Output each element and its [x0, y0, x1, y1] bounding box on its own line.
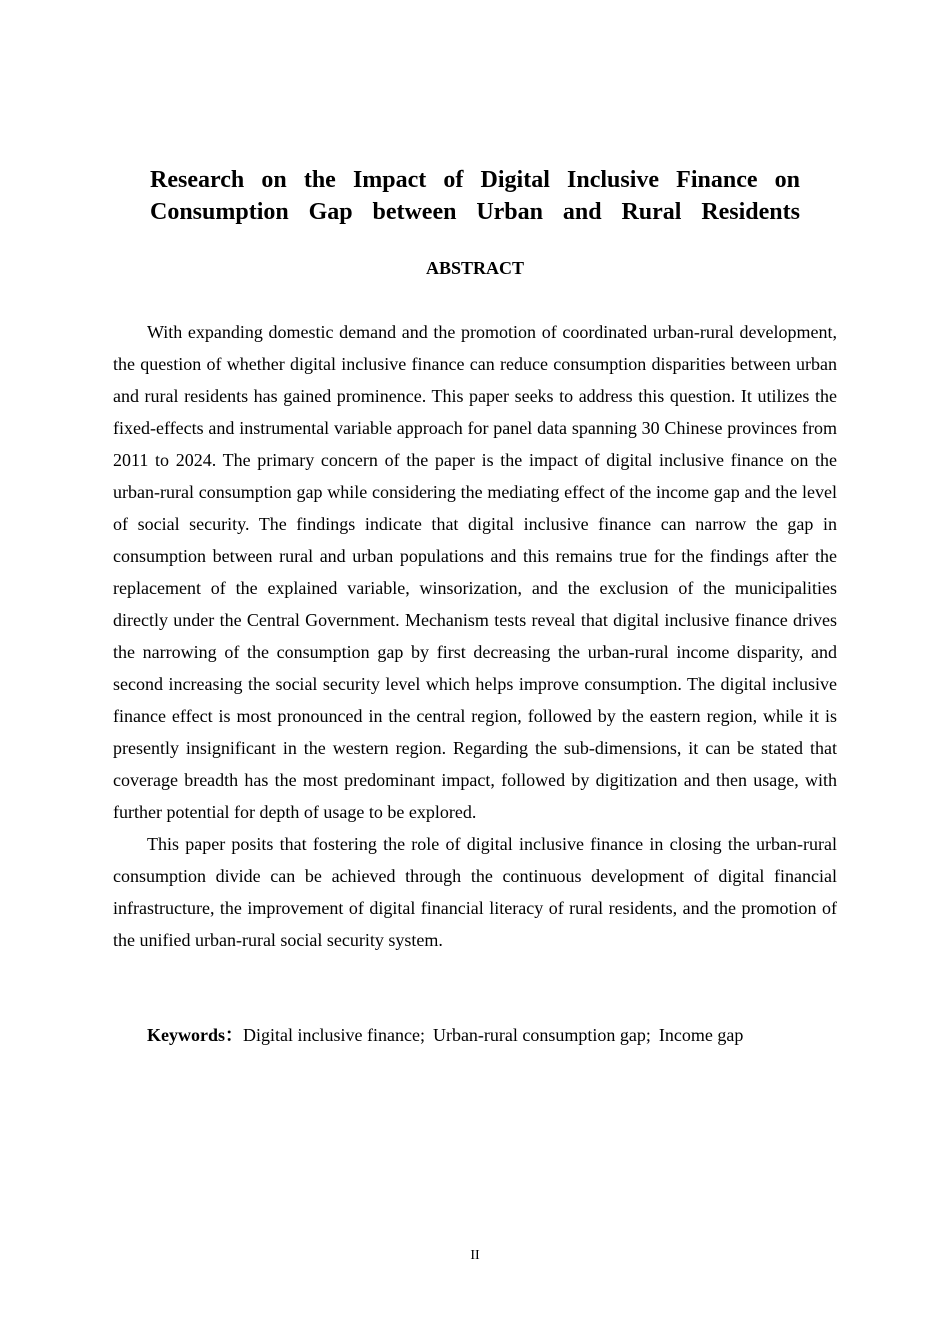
abstract-body	[113, 316, 837, 956]
paper-title-line-2: Consumption Gap between Urban and Rural Residents	[150, 199, 800, 225]
keyword-item: Income gap	[658, 1025, 744, 1045]
keyword-item: Urban-rural consumption gap;	[432, 1025, 651, 1045]
page-number: II	[470, 1248, 480, 1263]
abstract-paragraph-1: With expanding domestic demand and the promotion of coordinated urban-rural development, the question of whether digital inclusive finance can reduce consumption disparities between urban and rural residents has gained prominence. This paper seeks to address this question. It utilizes the fixed-effects and instrumental variable approach for panel data spanning 30 Chinese provinces from 2011 to 2024. The primary concern of the paper is the impact of digital inclusive finance on the urban-rural consumption gap while considering the mediating effect of the income gap and the level of social security. The findings indicate that digital inclusive finance can narrow the gap in consumption between rural and urban populations and this remains true for the findings after the replacement of the explained variable, winsorization, and the exclusion of the municipalities directly under the Central Government. Mechanism tests reveal that digital inclusive finance drives the narrowing of the consumption gap by first decreasing the urban-rural income disparity, and second increasing the social security level which helps improve consumption. The digital inclusive finance effect is most pronounced in the central region, followed by the eastern region, while it is presently insignificant in the western region. Regarding the sub-dimensions, it can be stated that coverage breadth has the most predominant impact, followed by digitization and then usage, with further potential for depth of usage to be explored.	[113, 322, 837, 822]
keywords-label: Keywords：	[147, 1025, 243, 1045]
keywords-line	[147, 1019, 847, 1051]
paper-title	[150, 164, 800, 228]
keyword-item: Digital inclusive finance;	[243, 1025, 425, 1045]
abstract-paragraph-2: This paper posits that fostering the role of digital inclusive finance in closing the urban-rural consumption divide can be achieved through the continuous development of digital financial infrastructure, the improvement of digital financial literacy of rural residents, and the promotion of the unified urban-rural social security system.	[113, 834, 837, 950]
paper-title-line-1: Research on the Impact of Digital Inclusive Finance on	[150, 167, 800, 193]
abstract-heading: ABSTRACT	[425, 258, 525, 278]
